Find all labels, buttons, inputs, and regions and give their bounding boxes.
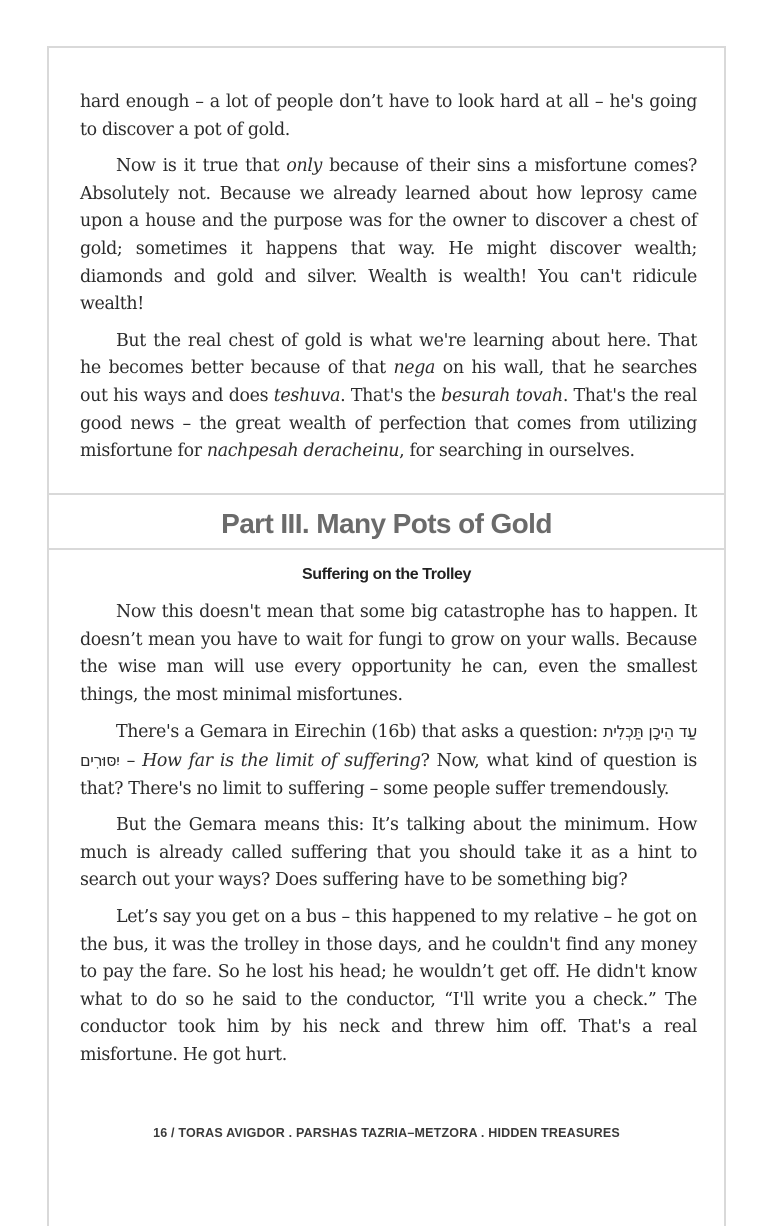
bottom-paragraph bbox=[80, 599, 697, 709]
bottom-paragraph bbox=[80, 904, 697, 1070]
text-run: . That's the real good news – the great wealth of perfection that comes from utilizing misfortune for bbox=[80, 385, 698, 462]
italic-term: only bbox=[286, 156, 323, 177]
top-paragraph bbox=[80, 153, 697, 319]
text-run: on his wall, that he searches out his ways and does bbox=[80, 358, 697, 406]
text-run: ? Now, what kind of question is that? There's no limit to suffering – some people suffer tremendously. bbox=[80, 750, 698, 799]
section-divider-top bbox=[49, 493, 724, 495]
text-run: hard enough – a lot of people don’t have to look hard at all – he's going to discover a pot of gold. bbox=[80, 92, 697, 140]
text-run: Let’s say you get on a bus – this happened to my relative – he got on the bus, it was the trolley in those days, and he couldn't find any money to pay the fare. So he lost his head; he wouldn’t get off. He didn't know what to do so he said to the conductor, “I'll write you a check.” The conductor took him by his neck and threw him off. That's a real misfortune. He got hurt. bbox=[80, 906, 697, 1065]
page-footer: 16 / TORAS AVIGDOR . PARSHAS TAZRIA–METZORA . HIDDEN TREASURES bbox=[153, 1126, 620, 1140]
text-run: Now is it true that bbox=[116, 156, 287, 177]
text-run: But the real chest of gold is what we're learning about here. That he becomes better because of that bbox=[80, 330, 697, 379]
text-run: But the Gemara means this: It’s talking about the minimum. How much is already called suffering that you should take it as a hint to search out your ways? Does suffering have to be something big? bbox=[80, 815, 697, 891]
text-run: . That's the bbox=[340, 385, 442, 406]
text-run: There's a Gemara in Eirechin (16b) that asks a question: bbox=[116, 722, 604, 743]
text-run: Now this doesn't mean that some big catastrophe has to happen. It doesn’t mean you have to wait for fungi to grow on your walls. Because the wise man will use every opportunity he can, even the smallest things, the most minimal misfortunes. bbox=[80, 602, 697, 705]
text-run: – bbox=[119, 750, 143, 771]
top-text-section bbox=[80, 89, 697, 466]
italic-term: nachpesah deracheinu bbox=[206, 441, 400, 462]
bottom-text-section bbox=[80, 599, 697, 1070]
top-paragraph bbox=[80, 328, 697, 466]
top-paragraph bbox=[80, 89, 697, 144]
section-divider-bottom bbox=[49, 548, 724, 550]
section-subheading: Suffering on the Trolley bbox=[301, 566, 472, 583]
part-heading: Part III. Many Pots of Gold bbox=[221, 507, 552, 539]
bottom-paragraph bbox=[80, 718, 697, 803]
text-run: because of their sins a misfortune comes? Absolutely not. Because we already learned about how leprosy came upon a house and the purpose was for the owner to discover a chest of gold; sometimes it happens that way. He might discover wealth; diamonds and gold and silver. Wealth is wealth! You can't ridicule wealth! bbox=[80, 156, 697, 315]
italic-term: besurah tovah bbox=[441, 385, 563, 406]
hebrew-quote: עַד הֵיכָן תַּכְלִית יִסּוּרִים bbox=[80, 722, 697, 770]
page-frame bbox=[47, 46, 726, 1226]
text-run: , for searching in ourselves. bbox=[399, 441, 635, 462]
italic-term: How far is the limit of suffering bbox=[142, 750, 421, 771]
bottom-paragraph bbox=[80, 812, 697, 895]
italic-term: teshuva bbox=[273, 385, 341, 406]
italic-term: nega bbox=[393, 358, 436, 379]
